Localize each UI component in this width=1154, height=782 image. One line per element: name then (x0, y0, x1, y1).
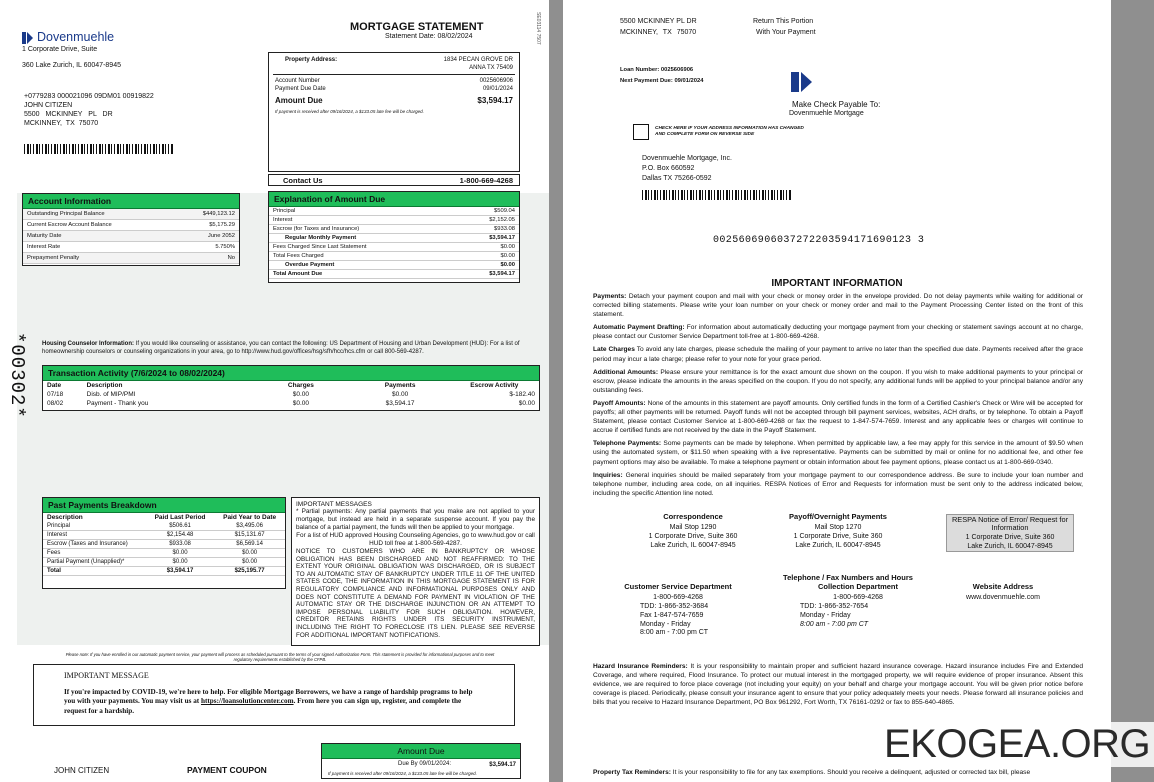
customer-service-line: TDD: 1-866-352-3684 (640, 603, 709, 611)
coupon-name: JOHN CITIZEN (54, 766, 110, 775)
info-paragraph (593, 399, 1083, 435)
account-info-label: Outstanding Principal Balance (27, 211, 105, 217)
transaction-cell: 07/18 (47, 391, 64, 398)
return-address-1: 5500 MCKINNEY PL DR (620, 18, 697, 25)
property-tax-text: It is your responsibility to file for any tax exemptions. Should you receive a delinquent, adjusted or corrected tax bill, please (672, 769, 1031, 776)
hazard-insurance-reminders (593, 662, 1083, 711)
servicer-address-1: 1 Corporate Drive, Suite (22, 46, 98, 53)
explanation-value: $3,594.17 (489, 235, 515, 241)
explanation-label: Regular Monthly Payment (285, 235, 357, 241)
past-payments-cell: $2,154.48 (146, 531, 214, 540)
past-payments-cell: $0.00 (214, 558, 285, 567)
payee-city: Dallas TX 75266-0592 (642, 175, 712, 182)
explanation-label: Escrow (for Taxes and Insurance) (273, 226, 360, 232)
make-check-payable-to: Dovenmuehle Mortgage (789, 110, 864, 117)
account-info-label: Current Escrow Account Balance (27, 222, 112, 228)
past-payments-cell: $25,195.77 (214, 567, 285, 576)
past-payments-cell: $933.08 (146, 540, 214, 549)
postal-barcode (24, 144, 174, 154)
contact-phone: 1-800-669-4268 (459, 176, 513, 185)
past-payments-row (43, 558, 285, 567)
transaction-activity-box (42, 365, 540, 411)
servicer-logo (22, 30, 114, 44)
explanation-row (269, 261, 519, 270)
past-payments-cell: $506.61 (146, 522, 214, 531)
customer-service-line: Fax 1-847-574-7659 (640, 611, 704, 619)
explanation-title: Explanation of Amount Due (269, 192, 519, 207)
transaction-header: Date (47, 382, 62, 389)
explanation-value: $3,594.17 (489, 271, 515, 277)
transaction-cell: $-182.40 (509, 391, 535, 398)
property-address-label: Property Address: (285, 57, 338, 63)
logo-icon (22, 32, 33, 44)
info-text: Please ensure your remittance is for the exact amount due shown on the coupon. If you wish to make additional payments to your principal or escrow, please indicate the amounts in the areas specified on the coupon. If you do not specify, any additional funds will be applied to your principal balance and/or any outstanding fees. (593, 368, 1083, 394)
info-heading: Late Charges (593, 346, 635, 354)
info-text: Some payments can be made by telephone. When permitted by applicable law, a fee may apply for this service in the amount of $9.50 when using the automated system, or $11.50 when speaking with a live representative. Payments can be submitted by mail or online for no additional fee, and other fee payment options may also be available. To make a telephone payment or obtain information about fee payment options, please contact us at 1-800-669-0340. (593, 440, 1083, 466)
explanation-value: $0.00 (500, 253, 515, 259)
transaction-cell: 08/02 (47, 400, 64, 407)
info-paragraph (593, 292, 1083, 319)
coupon-amount-box (321, 743, 521, 779)
housing-counselor-info (42, 341, 524, 356)
info-paragraph (593, 345, 1083, 363)
transaction-cell: $0.00 (292, 391, 310, 398)
past-payments-row (43, 567, 285, 576)
statement-date: Statement Date: 08/02/2024 (385, 33, 473, 40)
account-info-value: No (227, 255, 235, 261)
late-fee-note: If payment is received after 09/16/2024, a $133.05 late fee will be charged. (275, 109, 424, 114)
explanation-value: $2,152.05 (489, 217, 515, 223)
past-payments-cell: $0.00 (146, 549, 214, 558)
past-payments-cell: $6,569.14 (214, 540, 285, 549)
account-info-value: 5.750% (215, 244, 235, 250)
account-number-label: Account Number (275, 78, 320, 84)
info-text: Detach your payment coupon and mail with your check or money order in the envelope provided. Do not delay payments while waiting for additional or corrected billing statements. Please write your loan number on your check or money order and mail to the Payment Processing Center listed on the front of this statement. (593, 293, 1083, 319)
partial-payments-message: * Partial payments: Any partial payments that you make are not applied to your mortgage, but instead are held in a separate suspense account. If you pay the balance of a partial payment, the funds will then be applied to your mortgage. (296, 508, 535, 531)
statement-front-page (0, 0, 549, 782)
info-heading: Telephone Payments: (593, 440, 662, 448)
past-payments-box (42, 497, 286, 589)
past-payments-cell: $3,594.17 (146, 567, 214, 576)
covid-text-1: If you're impacted by COVID-19, we're here to help. For eligible Mortgage Borrowers, we have a range of hardship programs to help you with your payments. You may visit us at (64, 688, 473, 706)
transaction-row (43, 390, 539, 399)
hud-message: For a list of HUD approved Housing Counseling Agencies, go to www.hud.gov or call HUD toll free at 1-800-569-4287. (296, 532, 535, 547)
coupon-amount: $3,594.17 (489, 762, 516, 768)
next-payment-due: Next Payment Due: 09/01/2024 (620, 78, 704, 84)
transaction-activity-title: Transaction Activity (7/6/2024 to 08/02/2024) (43, 366, 539, 381)
contact-us-box (268, 174, 520, 186)
payoff-overnight-block (768, 512, 908, 551)
explanation-row (269, 207, 519, 216)
explanation-row (269, 252, 519, 261)
info-heading: Additional Amounts: (593, 368, 659, 376)
past-payments-cell: $3,495.06 (214, 522, 285, 531)
housing-counselor-text: If you would like counseling or assistance, you can contact the following: US Department of Housing and Urban Development (HUD): For a list of homeownership counselors or counseling organizations in your area, go to http://www.hud.gov/offices/hsg/sfh/hcc/hcs.cfm or call 800-569-4287. (42, 341, 520, 355)
transaction-cell: $3,594.17 (385, 400, 415, 407)
transaction-cell: Disb. of MIP/PMI (86, 391, 136, 398)
payoff-line: 1 Corporate Drive, Suite 360 (793, 533, 883, 541)
account-info-row (23, 220, 239, 231)
info-heading: Automatic Payment Drafting: (593, 324, 685, 332)
past-payments-cell: Interest (43, 531, 146, 540)
mail-line: +0779283 000021096 09DM01 00919822 (24, 93, 154, 100)
transaction-header: Payments (384, 382, 416, 389)
explanation-value: $509.04 (494, 208, 515, 214)
customer-service-line: 8:00 am - 7:00 pm CT (640, 629, 709, 637)
servicer-address-2: 360 Lake Zurich, IL 60047-8945 (22, 62, 121, 69)
account-info-value: June 2052 (207, 233, 235, 239)
coupon-due-by: Due By 09/01/2024: (398, 761, 452, 767)
contact-label: Contact Us (283, 176, 323, 185)
payoff-overnight-title: Payoff/Overnight Payments (789, 512, 887, 521)
collection-line: Monday - Friday (800, 611, 851, 619)
account-number: 0025606906 (479, 78, 513, 84)
past-payments-cell: $0.00 (214, 549, 285, 558)
coupon-amount-due-label: Amount Due (322, 744, 520, 759)
correspondence-title: Correspondence (663, 512, 723, 521)
explanation-row (269, 270, 519, 279)
return-address-2: MCKINNEY, TX 75070 (620, 29, 697, 36)
collection-line: TDD: 1-866-352-7654 (800, 603, 869, 611)
account-info-row (23, 253, 239, 264)
housing-counselor-heading: Housing Counselor Information: (42, 341, 134, 347)
borrower-city: MCKINNEY, TX 75070 (24, 120, 99, 127)
make-check-payable-label: Make Check Payable To: (792, 100, 881, 109)
respa-title: RESPA Notice of Error/ Request for Information (951, 515, 1069, 533)
explanation-label: Interest (273, 217, 293, 223)
hazard-text: It is your responsibility to maintain proper and sufficient hazard insurance coverage. Hazard insurance includes Fire and Extended Coverage, and where required, Flood Insurance. To protect our mutual interest in the mortgaged property, we will require evidence of proper insurance. Absent this evidence, we are required to force place coverage (not including your equity) on your behalf and charge your mortgage account. You will be given prior notice before coverage is placed. Periodically, please consult your insurance agent to ensure that your policy adequately meets your needs. Please forward all insurance policies and bills that you receive to Hazard Insurance Department, PO Box 961292, Fort Worth, TX 76161-0292 or fax to 855-640-4865. (593, 663, 1083, 707)
account-information-title: Account Information (23, 194, 239, 209)
important-messages-box (291, 497, 540, 646)
past-payments-row (43, 522, 285, 531)
logo-text: Dovenmuehle (37, 30, 115, 44)
info-text: For information about automatically deducting your mortgage payment from your checking or statement savings account at no charge, please contact our Customer Service Department toll-free at 1-800-669-4268. (593, 324, 1083, 341)
past-payments-header-row (43, 513, 285, 522)
account-info-label: Maturity Date (27, 233, 62, 239)
side-code: SE03114 7507 (535, 12, 541, 45)
explanation-label: Overdue Payment (285, 262, 335, 268)
transaction-cell: $0.00 (292, 400, 310, 407)
covid-link[interactable]: https://loansolutioncenter.com (200, 697, 294, 706)
past-payments-table (43, 513, 285, 576)
explanation-row (269, 225, 519, 234)
transaction-cell: Payment - Thank you (86, 400, 149, 407)
account-info-row (23, 242, 239, 253)
important-messages-title: IMPORTANT MESSAGES (296, 501, 372, 508)
info-text: None of the amounts in this statement are payoff amounts. Only certified funds in the form of a Certified Cashier's Check or Wire will be accepted for payoffs; all other payments will be returned. Payoff funds will not be accepted through bill payment services, websites, ACH drafts, or by telephone. To obtain a Payoff Statement, please contact Customer Service at 1-800-669-4268 or fax the request to 1-847-574-7659. Interest and any applicable fees or charges will continue to accrue if certified funds are not received by the date in the Payoff Statement. (593, 399, 1083, 435)
website-block (943, 582, 1063, 603)
property-address-line2: ANNA TX 75409 (469, 65, 513, 71)
correspondence-line: Lake Zurich, IL 60047-8945 (650, 541, 736, 549)
payoff-line: Lake Zurich, IL 60047-8945 (795, 541, 881, 549)
covid-text (64, 688, 484, 716)
account-info-value: $5,175.29 (209, 222, 235, 228)
account-info-row (23, 209, 239, 220)
explanation-rows (269, 207, 519, 279)
amount-due-box (268, 52, 520, 172)
transaction-cell: $0.00 (518, 400, 535, 407)
payment-due-date: 09/01/2024 (482, 86, 513, 92)
info-text: To avoid any late charges, please schedule the mailing of your payment to arrive no later than the specified due date. Payments received after the grace period may incur a late charge; please refer to your note for your grace period. (593, 346, 1083, 363)
account-info-label: Prepayment Penalty (27, 255, 80, 261)
past-payments-row (43, 540, 285, 549)
transaction-header: Description (86, 382, 123, 389)
phone-fax-title: Telephone / Fax Numbers and Hours (783, 573, 913, 582)
customer-service-block (608, 582, 748, 638)
transaction-header: Charges (287, 382, 314, 389)
respa-block (946, 514, 1074, 552)
correspondence-line: 1 Corporate Drive, Suite 360 (648, 533, 738, 541)
explanation-row (269, 216, 519, 225)
explanation-value: $0.00 (500, 262, 515, 268)
transaction-header: Escrow Activity (470, 382, 519, 389)
past-payments-cell: Total (43, 567, 146, 576)
info-paragraph (593, 368, 1083, 395)
info-paragraph (593, 323, 1083, 341)
property-tax-heading: Property Tax Reminders: (593, 769, 671, 776)
vertical-sort-code: *00302* (6, 332, 28, 419)
account-info-value: $449,123.12 (202, 211, 235, 217)
collection-block (788, 582, 928, 629)
website-title: Website Address (972, 582, 1034, 591)
transaction-row (43, 399, 539, 408)
collection-line: 1-800-669-4268 (833, 594, 883, 602)
amount-due: $3,594.17 (477, 96, 513, 105)
collection-line: 8:00 am - 7:00 pm CT (800, 620, 869, 628)
past-payments-cell: $0.00 (146, 558, 214, 567)
past-payments-header: Paid Year to Date (223, 514, 277, 521)
past-payments-header: Description (47, 514, 83, 521)
transaction-header-row (43, 381, 539, 390)
property-tax-reminders (593, 768, 1083, 781)
info-heading: Payments: (593, 293, 627, 300)
payment-coupon-label: PAYMENT COUPON (187, 765, 267, 775)
info-paragraph (593, 471, 1083, 498)
account-information-box (22, 193, 240, 266)
collection-title: Collection Department (817, 582, 898, 591)
past-payments-cell: Escrow (Taxes and Insurance) (43, 540, 146, 549)
payment-due-date-label: Payment Due Date (275, 86, 326, 92)
customer-service-title: Customer Service Department (624, 582, 732, 591)
explanation-row (269, 234, 519, 243)
postal-barcode (642, 190, 792, 200)
coupon-late-note: If payment is received after 09/16/2024, a $133.05 late fee will be charged. (328, 771, 477, 776)
info-heading: Payoff Amounts: (593, 399, 646, 407)
info-heading: Inquiries: (593, 471, 623, 479)
important-information-body (593, 292, 1083, 502)
transaction-cell: $0.00 (391, 391, 409, 398)
past-payments-cell: Fees (43, 549, 146, 558)
past-payments-cell: $15,131.67 (214, 531, 285, 540)
statement-back-page (563, 0, 1151, 782)
property-address-line1: 1834 PECAN GROVE DR (443, 57, 513, 63)
explanation-label: Principal (273, 208, 296, 214)
fine-print: Please note: If you have enrolled in our automatic payment service, your payment will process as scheduled pursuant to the terms of your signed Authorization Form. This statement is provided for informational purposes and to meet regulatory requirements established by the CFPB. (65, 652, 495, 663)
past-payments-row (43, 549, 285, 558)
explanation-box (268, 191, 520, 283)
correspondence-line: Mail Stop 1290 (669, 524, 717, 532)
account-info-row (23, 231, 239, 242)
watermark: EKOGEA.ORG (880, 722, 1154, 767)
important-information-title: IMPORTANT INFORMATION (771, 278, 903, 289)
customer-service-line: 1-800-669-4268 (653, 594, 703, 602)
explanation-label: Total Amount Due (273, 271, 323, 277)
account-information-rows (23, 209, 239, 264)
borrower-street: 5500 MCKINNEY PL DR (24, 111, 113, 118)
explanation-value: $933.08 (494, 226, 515, 232)
payoff-line: Mail Stop 1270 (814, 524, 862, 532)
past-payments-cell: Principal (43, 522, 146, 531)
respa-line: 1 Corporate Drive, Suite 360 (965, 534, 1055, 542)
explanation-label: Fees Charged Since Last Statement (273, 244, 367, 250)
customer-service-line: Monday - Friday (640, 620, 691, 628)
explanation-label: Total Fees Charged (273, 253, 324, 259)
hazard-heading: Hazard Insurance Reminders: (593, 663, 688, 670)
loan-number: Loan Number: 0025606906 (620, 67, 694, 73)
address-change-checkbox[interactable] (633, 124, 649, 140)
past-payments-cell: Partial Payment (Unapplied)* (43, 558, 146, 567)
address-change-label: CHECK HERE IF YOUR ADDRESS INFORMATION HAS CHANGED AND COMPLETE FORM ON REVERSE SIDE (655, 126, 804, 137)
bankruptcy-notice: NOTICE TO CUSTOMERS WHO ARE IN BANKRUPTCY OR WHOSE OBLIGATION HAS BEEN DISCHARGED AND NOT REAFFIRMED: TO THE EXTENT YOUR ORIGINAL OBLIGATION WAS DISCHARGED, OR IS SUBJECT TO AN AUTOMATIC STAY OF BANKRUPTCY UNDER TITLE 11 OF THE UNITED STATES CODE, THE INFORMATION IN THIS MORTGAGE STATEMENT IS FOR REGULATORY COMPLIANCE AND INFORMATIONAL PURPOSES ONLY AND DOES NOT CONSTITUTE A DEMAND FOR PAYMENT IN VIOLATION OF THE AUTOMATIC STAY OR THE DISCHARGE INJUNCTION OR AN ATTEMPT TO IMPOSE PERSONAL LIABILITY FOR SUCH OBLIGATION. HOWEVER, CREDITOR RETAINS RIGHTS UNDER ITS SECURITY INSTRUMENT, INCLUDING THE RIGHT TO FORECLOSE ITS LIEN. PLEASE SEE REVERSE FOR ADDITIONAL IMPORTANT NOTIFICATIONS. (296, 548, 535, 639)
payee-name: Dovenmuehle Mortgage, Inc. (642, 155, 732, 162)
covid-title: IMPORTANT MESSAGE (64, 671, 149, 680)
correspondence-block (623, 512, 763, 551)
info-text: General inquiries should be mailed separately from your mortgage payment to our correspondence address. Be sure to include your loan number and telephone number, including area code, on all inquiries. RESPA Notices of Error and Requests for information must be sent only to the address indicated below, including the specific Attention line noted. (593, 471, 1083, 497)
return-portion-1: Return This Portion (753, 18, 814, 25)
respa-line: Lake Zurich, IL 60047-8945 (967, 543, 1053, 551)
covid-message-box (33, 664, 515, 726)
past-payments-row (43, 531, 285, 540)
past-payments-title: Past Payments Breakdown (43, 498, 285, 513)
payee-po-box: P.O. Box 660592 (642, 165, 695, 172)
covid-text-2: . From here you can sign up, register, and complete the request for a hardship. (64, 697, 462, 715)
info-paragraph (593, 439, 1083, 466)
logo-icon (791, 72, 815, 92)
payee-logo (791, 72, 815, 97)
statement-title: MORTGAGE STATEMENT (350, 21, 484, 33)
return-portion-2: With Your Payment (756, 29, 816, 36)
borrower-name: JOHN CITIZEN (24, 102, 73, 109)
scan-line: 0025606906037272203594171690123 3 (713, 235, 925, 246)
account-info-label: Interest Rate (27, 244, 61, 250)
explanation-value: $0.00 (500, 244, 515, 250)
website-link[interactable]: www.dovenmuehle.com (966, 594, 1040, 602)
amount-due-label: Amount Due (275, 96, 323, 105)
past-payments-header: Paid Last Period (154, 514, 206, 521)
explanation-row (269, 243, 519, 252)
transaction-table (43, 381, 539, 408)
